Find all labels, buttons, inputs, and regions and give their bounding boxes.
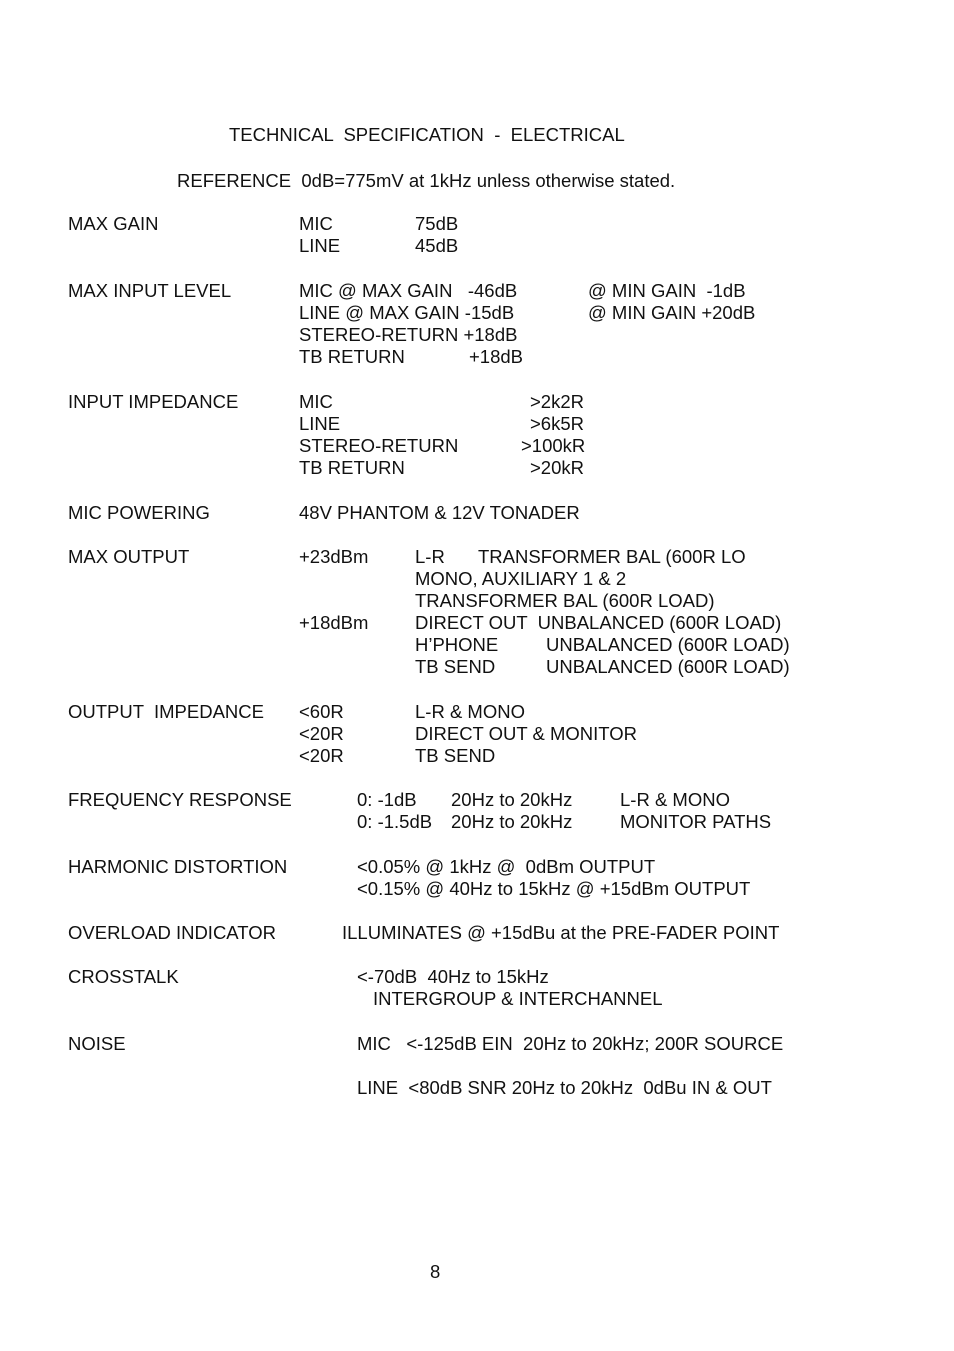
spec-value: LINE @ MAX GAIN -15dB: [299, 302, 515, 323]
spec-range: 20Hz to 20kHz: [451, 811, 573, 832]
spec-path: MONITOR PATHS: [620, 811, 772, 832]
spec-source: H’PHONE: [415, 634, 499, 655]
spec-value: >20kR: [530, 457, 584, 478]
spec-range: 20Hz to 20kHz: [451, 789, 573, 810]
spec-value: UNBALANCED (600R LOAD): [546, 634, 790, 655]
spec-label: OVERLOAD INDICATOR: [68, 922, 276, 943]
spec-source: STEREO-RETURN: [299, 435, 459, 456]
spec-value: ILLUMINATES @ +15dBu at the PRE-FADER POINT: [342, 922, 780, 943]
spec-value: TRANSFORMER BAL (600R LOAD): [415, 590, 715, 611]
spec-source: LINE: [299, 413, 341, 434]
spec-source: LINE: [299, 235, 341, 256]
spec-tolerance: 0: -1.5dB: [357, 811, 433, 832]
spec-source: L-R: [415, 546, 445, 567]
spec-value: MIC <-125dB EIN 20Hz to 20kHz; 200R SOURCE: [357, 1033, 784, 1054]
spec-description: DIRECT OUT & MONITOR: [415, 723, 638, 744]
reference-note: REFERENCE 0dB=775mV at 1kHz unless otherwise stated.: [177, 170, 676, 191]
spec-value: @ MIN GAIN -1dB: [588, 280, 746, 301]
spec-label: MAX GAIN: [68, 213, 159, 234]
spec-value: LINE <80dB SNR 20Hz to 20kHz 0dBu IN & OUT: [357, 1077, 772, 1098]
spec-value: <20R: [299, 723, 344, 744]
spec-label: MAX INPUT LEVEL: [68, 280, 232, 301]
spec-value: 75dB: [415, 213, 459, 234]
spec-description: L-R & MONO: [415, 701, 525, 722]
spec-level: +18dBm: [299, 612, 369, 633]
spec-level: +23dBm: [299, 546, 369, 567]
spec-source: TB RETURN: [299, 457, 405, 478]
spec-label: NOISE: [68, 1033, 126, 1054]
spec-source: MIC: [299, 391, 333, 412]
spec-value: +18dB: [469, 346, 524, 367]
spec-source: MIC: [299, 213, 333, 234]
spec-label: HARMONIC DISTORTION: [68, 856, 288, 877]
spec-value: @ MIN GAIN +20dB: [588, 302, 756, 323]
spec-label: FREQUENCY RESPONSE: [68, 789, 292, 810]
spec-value: INTERGROUP & INTERCHANNEL: [373, 988, 663, 1009]
spec-source: MONO, AUXILIARY 1 & 2: [415, 568, 627, 589]
spec-value: TRANSFORMER BAL (600R LO: [478, 546, 746, 567]
spec-value: <0.15% @ 40Hz to 15kHz @ +15dBm OUTPUT: [357, 878, 751, 899]
spec-source: TB SEND: [415, 656, 496, 677]
spec-value: DIRECT OUT UNBALANCED (600R LOAD): [415, 612, 782, 633]
spec-label: INPUT IMPEDANCE: [68, 391, 239, 412]
spec-label: CROSSTALK: [68, 966, 179, 987]
page-number: 8: [430, 1261, 441, 1282]
spec-source: TB RETURN: [299, 346, 405, 367]
spec-value: 45dB: [415, 235, 459, 256]
spec-label: MIC POWERING: [68, 502, 210, 523]
spec-label: MAX OUTPUT: [68, 546, 190, 567]
spec-value: <-70dB 40Hz to 15kHz: [357, 966, 549, 987]
spec-value: STEREO-RETURN +18dB: [299, 324, 518, 345]
spec-value: >2k2R: [530, 391, 584, 412]
spec-value: <0.05% @ 1kHz @ 0dBm OUTPUT: [357, 856, 656, 877]
spec-value: MIC @ MAX GAIN -46dB: [299, 280, 518, 301]
spec-path: L-R & MONO: [620, 789, 730, 810]
spec-value: <60R: [299, 701, 344, 722]
page-title: TECHNICAL SPECIFICATION - ELECTRICAL: [229, 124, 625, 145]
spec-value: <20R: [299, 745, 344, 766]
spec-description: TB SEND: [415, 745, 496, 766]
spec-value: >100kR: [521, 435, 586, 456]
spec-value: UNBALANCED (600R LOAD): [546, 656, 790, 677]
spec-tolerance: 0: -1dB: [357, 789, 417, 810]
spec-value: 48V PHANTOM & 12V TONADER: [299, 502, 580, 523]
spec-value: >6k5R: [530, 413, 584, 434]
spec-label: OUTPUT IMPEDANCE: [68, 701, 264, 722]
